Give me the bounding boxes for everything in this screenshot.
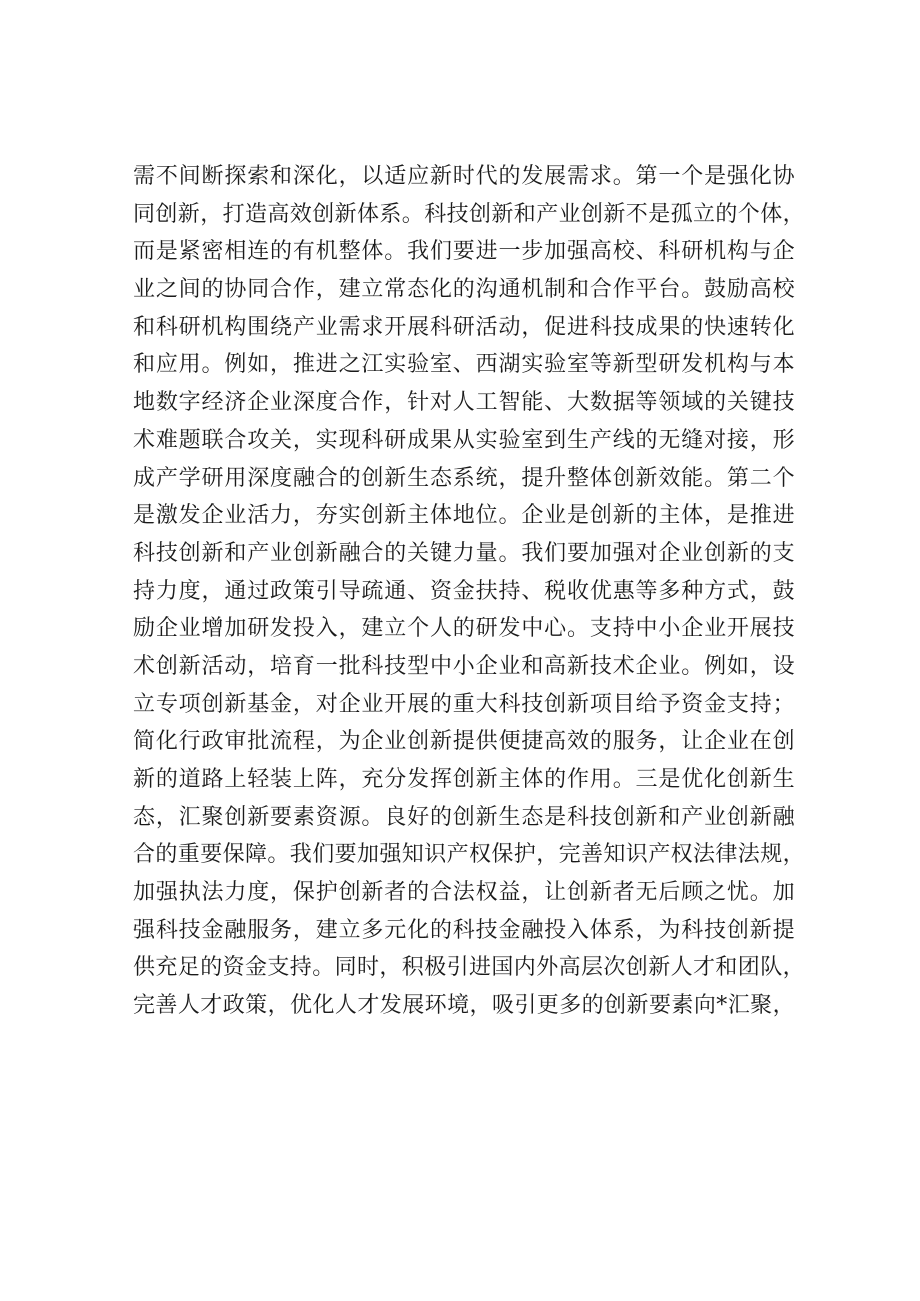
text-line-9: 成产学研用深度融合的创新生态系统，提升整体创新效能。第二个 bbox=[133, 465, 795, 491]
body-text bbox=[133, 158, 806, 1025]
text-line-22: 供充足的资金支持。同时，积极引进国内外高层次创新人才和团队， bbox=[133, 955, 806, 981]
text-line-17: 新的道路上轻装上阵，充分发挥创新主体的作用。三是优化创新生 bbox=[133, 767, 795, 792]
text-line-1: 需不间断探索和深化，以适应新时代的发展需求。第一个是强化协 bbox=[133, 164, 795, 189]
text-line-11: 科技创新和产业创新融合的关键力量。我们要加强对企业创新的支 bbox=[133, 540, 795, 566]
text-line-23: 完善人才政策，优化人才发展环境，吸引更多的创新要素向*汇聚， bbox=[133, 993, 795, 1019]
text-line-5: 和科研机构围绕产业需求开展科研活动，促进科技成果的快速转化 bbox=[133, 314, 795, 340]
text-line-4: 业之间的协同合作，建立常态化的沟通机制和合作平台。鼓励高校 bbox=[133, 277, 795, 303]
text-line-18: 态，汇聚创新要素资源。良好的创新生态是科技创新和产业创新融 bbox=[133, 804, 795, 830]
text-line-14: 术创新活动，培育一批科技型中小企业和高新技术企业。例如，设 bbox=[133, 653, 795, 679]
text-line-19: 合的重要保障。我们要加强知识产权保护，完善知识产权法律法规， bbox=[133, 842, 806, 868]
text-line-20: 加强执法力度，保护创新者的合法权益，让创新者无后顾之忧。加 bbox=[133, 880, 795, 906]
text-line-15: 立专项创新基金，对企业开展的重大科技创新项目给予资金支持； bbox=[133, 691, 795, 717]
text-line-7: 地数字经济企业深度合作，针对人工智能、大数据等领域的关键技 bbox=[133, 390, 795, 416]
text-line-13: 励企业增加研发投入，建立个人的研发中心。支持中小企业开展技 bbox=[133, 616, 795, 642]
text-line-12: 持力度，通过政策引导疏通、资金扶持、税收优惠等多种方式，鼓 bbox=[133, 578, 795, 604]
text-line-21: 强科技金融服务，建立多元化的科技金融投入体系，为科技创新提 bbox=[133, 917, 795, 943]
text-line-8: 术难题联合攻关，实现科研成果从实验室到生产线的无缝对接，形 bbox=[133, 427, 795, 453]
text-line-3: 而是紧密相连的有机整体。我们要进一步加强高校、科研机构与企 bbox=[133, 239, 795, 265]
text-line-16: 简化行政审批流程，为企业创新提供便捷高效的服务，让企业在创 bbox=[133, 729, 795, 755]
text-line-10: 是激发企业活力，夯实创新主体地位。企业是创新的主体，是推进 bbox=[133, 503, 795, 529]
text-line-6: 和应用。例如，推进之江实验室、西湖实验室等新型研发机构与本 bbox=[133, 352, 795, 378]
text-line-2: 同创新，打造高效创新体系。科技创新和产业创新不是孤立的个体， bbox=[133, 201, 806, 227]
